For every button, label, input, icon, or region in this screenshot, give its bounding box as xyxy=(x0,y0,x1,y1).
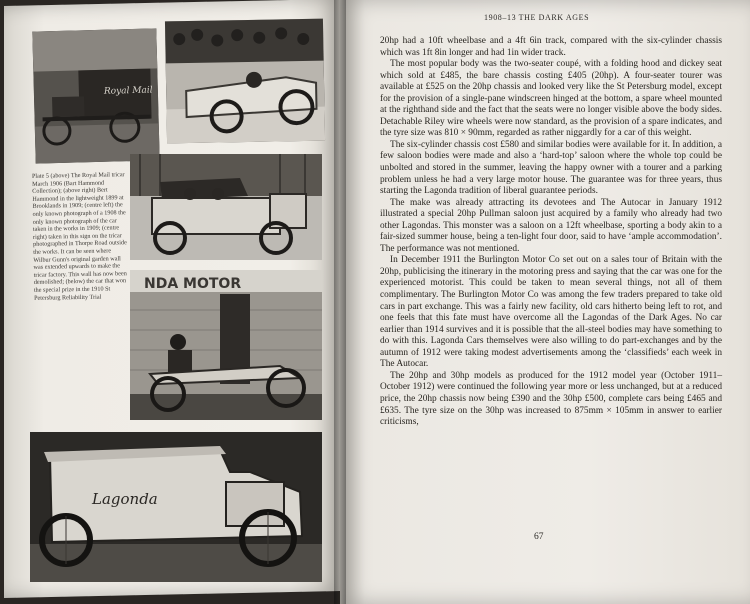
lagonda-body-lettering: Lagonda xyxy=(92,490,158,508)
paragraph: The make was already attracting its devotees and The Autocar in January 1912 illustrated a special 20hp Pullman saloon just acquired by a family who already had two other Lagondas. This monster was a saloon on a 12ft wheelbase, sporting a body akin to a fair-sized summer house, being a ten-light four door, said to have ‘ample accommodation’. The performance was not mentioned. xyxy=(380,197,722,254)
paragraph: The most popular body was the two-seater coupé, with a folding hood and dickey seat which sold at £485, the bare chassis costing £405 (20hp). A four-seater tourer was available at £525 on the 20hp chassis and looked very like the St Petersburg model, except for the provision of a single-pane windscreen hinged at the bottom, a spare wheel mounted at the righthand side and the fact that the seats were no longer visible above the body sides. Detachable Riley wire wheels were now standard, as the provision of a spare indicates, and the tyre size was 810 × 90mm, regarded as rather niggardly for a car of this weight. xyxy=(380,59,722,139)
factory-wall-lettering: NDA MOTOR xyxy=(144,276,242,292)
photo-race-car-crowd xyxy=(165,19,325,144)
royal-mail-lettering: Royal Mail xyxy=(103,85,153,97)
paragraph: The 20hp and 30hp models as produced for the 1912 model year (October 1911–October 1912) were continued the following year more or less unchanged, but at a reduced price, the 20hp chassis now being £390 and the 30hp £500, complete cars being £465 and £635. The tyre size on the 30hp was increased to 875mm × 105mm in answer to earlier criticisms, xyxy=(380,370,722,428)
photo-royal-mail-tricar xyxy=(32,28,159,163)
page-number: 67 xyxy=(534,532,544,542)
photo-caption: Plate 5 (above) The Royal Mail tricar March 1906 (Bart Hammond Collection); (above right) Bert Hammond in the lightweight 1899 at Brooklands in 1909; (centre left) the only known photograph of a 1908 the only known photograph of the car taken in the works in 1909; (centre right) taken in this sign on the tricar photographed in Thorpe Road outside the works. It can be seen where Wilbur Gunn's original garden wall was extended upwards to make the tricar factory. This wall has now been demolished; (below) the car that won the special prize in the 1910 St Petersburg Reliability Trial xyxy=(31,171,127,302)
paragraph: In December 1911 the Burlington Motor Co set out on a sales tour of Britain with the 20hp, publicising the itinerary in the motoring press and saying that the car was one for the experienced motorist. This could be taken to mean several things, not all of them complimentary. The Burlington Motor Co was among the few traders prepared to take old cars in part exchange. This was a fairly new facility, old cars hitherto being left to rot, and one feels that this fate must have overcome all the Lagondas of the Dark Ages. No car earlier than 1914 survives and it is possible that the all-steel bodies may have something to do with this. Lagonda Cars themselves were also willing to do part-exchanges and by the autumn of 1912 were taking modest advertisements among the ‘classifieds’ each week in The Autocar. xyxy=(380,255,722,370)
paragraph: 20hp had a 10ft wheelbase and a 4ft 6in track, compared with the six-cylinder chassis which was 1ft 8in longer and had 1in wider track. xyxy=(380,36,722,58)
photo-tricar-factory xyxy=(130,270,322,420)
body-text xyxy=(380,36,722,429)
paragraph: The six-cylinder chassis cost £580 and similar bodies were available for it. In addition, a few saloon bodies were made and also a ‘hard-top’ saloon where the whole top could be unbolted and stored in the summer, leaving the happy owner with a tourer and a parking problem unless he had a very large motor house. The guarantee was for three years, thus starting the Lagonda tradition of liberal guarantee periods. xyxy=(380,139,722,197)
running-head: 1908–13 THE DARK AGES xyxy=(484,13,590,22)
photo-lagonda-st-petersburg xyxy=(30,432,322,582)
book-gutter xyxy=(334,0,346,604)
photo-tourer xyxy=(130,154,322,260)
